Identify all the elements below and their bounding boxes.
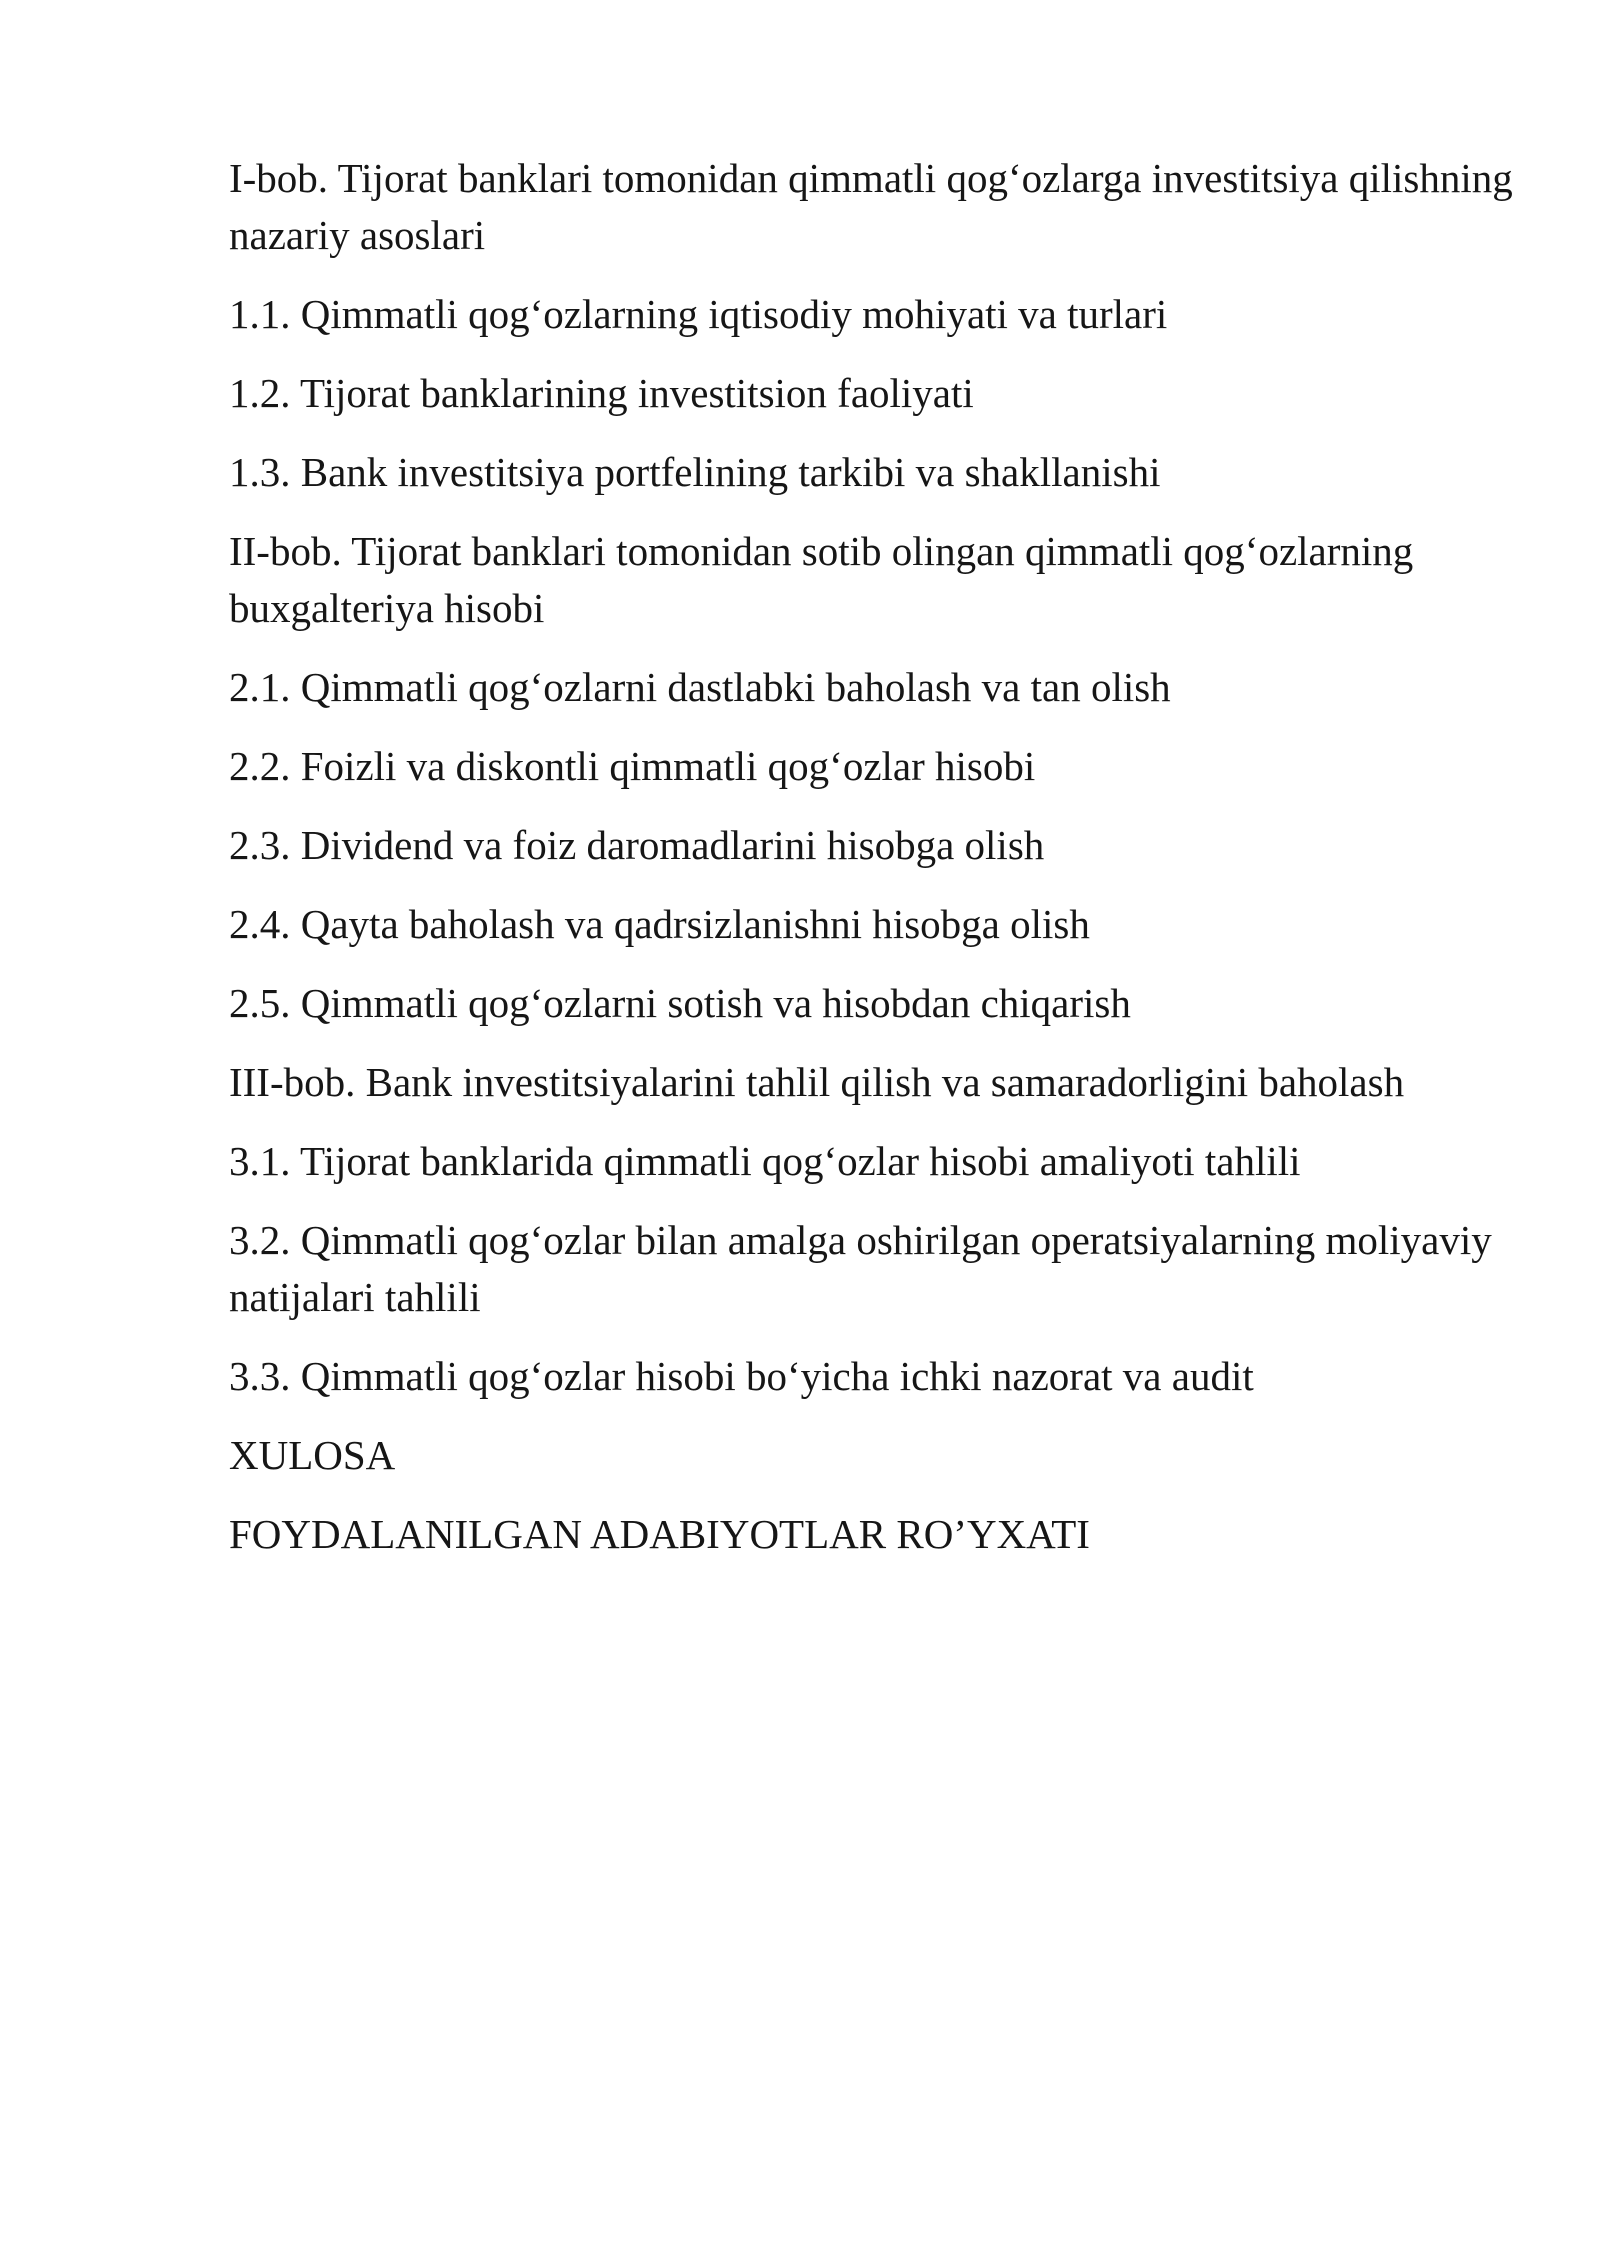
toc-entry-3-3: 3.3. Qimmatli qog‘ozlar hisobi bo‘yicha ichki nazorat va audit [229, 1353, 1254, 1399]
toc-entry-2-2: 2.2. Foizli va diskontli qimmatli qog‘ozlar hisobi [229, 743, 1036, 789]
toc-entry-3-1: 3.1. Tijorat banklarida qimmatli qog‘ozlar hisobi amaliyoti tahlili [229, 1138, 1301, 1184]
toc-entry-2-5: 2.5. Qimmatli qog‘ozlarni sotish va hisobdan chiqarish [229, 980, 1131, 1026]
toc-entry-chapter-2: II-bob. Tijorat banklari tomonidan sotib olingan qimmatli qog‘ozlarning buxgalteriya hisobi [229, 528, 1414, 631]
toc-entry-3-2: 3.2. Qimmatli qog‘ozlar bilan amalga oshirilgan operatsiyalarning moliyaviy natijalari tahlili [229, 1217, 1492, 1320]
toc-entry-references: FOYDALANILGAN ADABIYOTLAR RO’YXATI [229, 1511, 1090, 1557]
toc-entry-chapter-1: I-bob. Tijorat banklari tomonidan qimmatli qog‘ozlarga investitsiya qilishning nazariy asoslari [229, 155, 1513, 258]
toc-entry-2-3: 2.3. Dividend va foiz daromadlarini hisobga olish [229, 822, 1045, 868]
table-of-contents [229, 150, 1529, 1585]
toc-entry-conclusion: XULOSA [229, 1432, 396, 1478]
toc-entry-1-3: 1.3. Bank investitsiya portfelining tarkibi va shakllanishi [229, 449, 1161, 495]
toc-entry-1-2: 1.2. Tijorat banklarining investitsion faoliyati [229, 370, 974, 416]
toc-entry-1-1: 1.1. Qimmatli qog‘ozlarning iqtisodiy mohiyati va turlari [229, 291, 1168, 337]
toc-entry-2-1: 2.1. Qimmatli qog‘ozlarni dastlabki baholash va tan olish [229, 664, 1171, 710]
toc-entry-2-4: 2.4. Qayta baholash va qadrsizlanishni hisobga olish [229, 901, 1090, 947]
toc-entry-chapter-3: III-bob. Bank investitsiyalarini tahlil qilish va samaradorligini baholash [229, 1059, 1405, 1105]
